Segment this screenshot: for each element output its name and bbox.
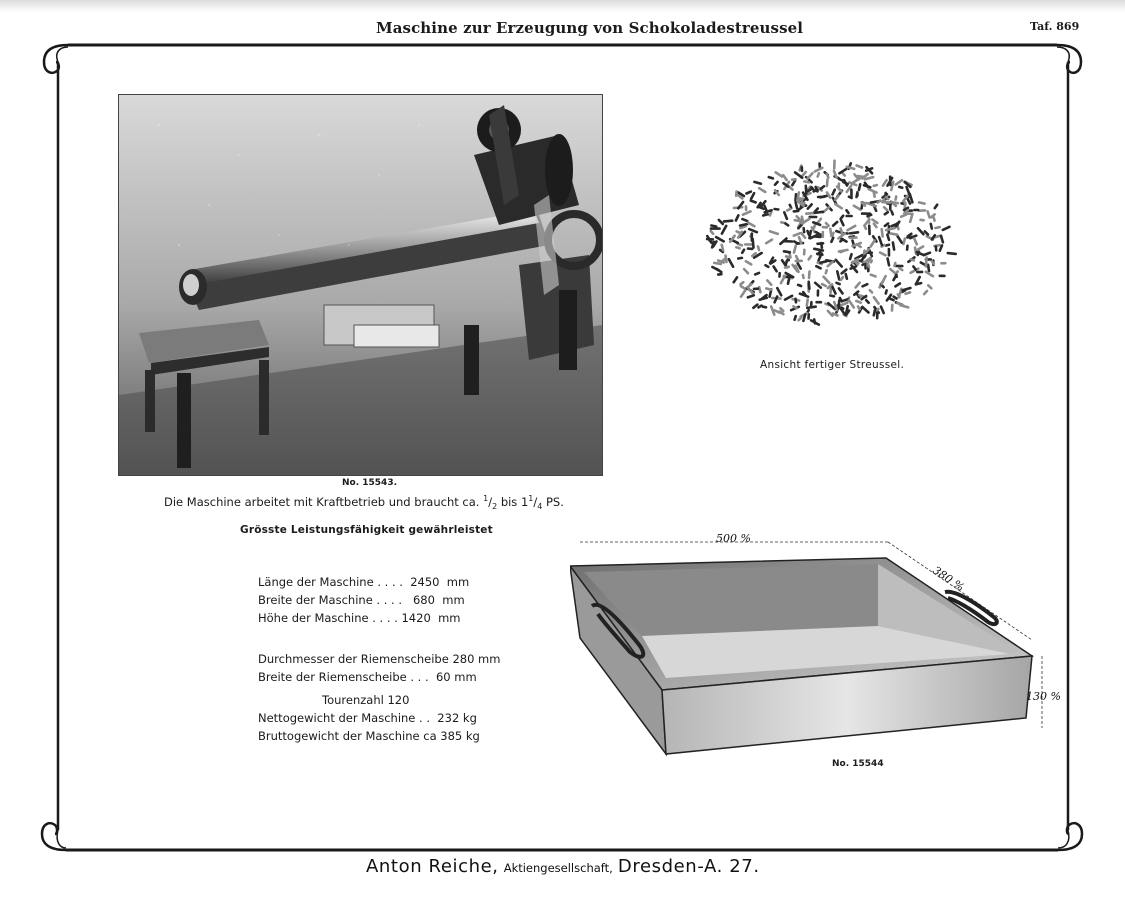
sprinkle [841, 251, 845, 252]
sprinkle [916, 247, 923, 251]
sprinkle [807, 300, 808, 306]
sprinkle [796, 256, 798, 260]
sprinkle [792, 181, 795, 185]
sprinkle [763, 307, 766, 308]
sprinkle [759, 306, 762, 308]
sprinkle [827, 174, 828, 178]
sprinkle [809, 272, 810, 278]
sprinkle [753, 305, 757, 308]
sprinkle [816, 187, 818, 191]
sprinkle [859, 184, 860, 190]
sprinkle [863, 284, 868, 286]
sprinkle [795, 316, 796, 320]
sprinkle [736, 215, 739, 220]
sprinkle [775, 209, 779, 210]
sprinkle [886, 228, 895, 230]
sprinkle [796, 203, 797, 209]
sprinkle [890, 269, 894, 272]
sprinkle [833, 314, 838, 316]
sprinkle [888, 259, 889, 266]
sprinkle [747, 192, 751, 194]
company-city: Dresden-A. 27. [617, 856, 760, 877]
sprinkle [821, 186, 824, 189]
sprinkle [832, 286, 836, 294]
sprinkle [846, 306, 848, 315]
sprinkle [890, 233, 898, 234]
tray-illustration [570, 528, 1070, 760]
sprinkle [906, 292, 910, 293]
sprinkle [837, 271, 839, 279]
sprinkle [870, 290, 872, 292]
sprinkle [770, 212, 771, 215]
spec-hoehe: Höhe der Maschine . . . . 1420 mm [258, 611, 461, 625]
sprinkle [714, 263, 721, 264]
sprinkle [788, 279, 789, 284]
sprinkle [807, 173, 812, 179]
tray-height-dimension: 130 % [1026, 690, 1061, 703]
sprinkle [722, 245, 723, 251]
sprinkle [748, 295, 754, 297]
power-text-pre: Die Maschine arbeitet mit Kraftbetrieb und braucht ca. [164, 494, 480, 509]
sprinkle [828, 262, 833, 266]
spec-tourenzahl: Tourenzahl 120 [322, 693, 410, 707]
sprinkle [807, 307, 815, 308]
spec-riemen-breite: Breite der Riemenscheibe . . . 60 mm [258, 670, 477, 684]
sprinkle [839, 169, 846, 173]
sprinkle [806, 213, 814, 214]
sprinkle [854, 206, 861, 210]
sprinkle [874, 224, 877, 227]
sprinkle [913, 267, 915, 270]
sprinkle [741, 290, 746, 297]
spec-breite: Breite der Maschine . . . . 680 mm [258, 593, 465, 607]
sprinkle [864, 261, 872, 262]
sprinkle [793, 306, 796, 308]
sprinkle [794, 246, 796, 253]
sprinkle [748, 223, 754, 227]
sprinkle [924, 253, 930, 255]
sprinkle [911, 259, 914, 260]
sprinkle [935, 227, 939, 228]
sprinkle [903, 288, 911, 290]
sprinkle [849, 182, 856, 185]
sprinkle [836, 260, 842, 267]
sprinkle [743, 211, 751, 214]
power-fraction-b-den: 4 [537, 502, 543, 512]
sprinkle [881, 307, 884, 313]
sprinkle [740, 224, 747, 226]
sprinkle [754, 182, 761, 184]
sprinkle [886, 290, 887, 293]
sprinkle [865, 177, 873, 179]
sprinkle [787, 209, 790, 211]
sprinkle [928, 285, 931, 288]
sprinkle [926, 272, 933, 276]
sprinkle [910, 214, 912, 221]
sprinkle [886, 245, 889, 246]
tray-depth-dimension: 380 % [930, 563, 967, 595]
sprinkle [899, 268, 902, 270]
sprinkle [833, 222, 837, 226]
sprinkle [775, 182, 778, 185]
performance-claim: Grösste Leistungsfähigkeit gewährleistet [240, 524, 493, 536]
sprinkle [826, 270, 827, 273]
sprinkle [841, 216, 843, 219]
sprinkle [790, 205, 791, 208]
sprinkle [822, 284, 826, 286]
sprinkle [766, 265, 769, 267]
sprinkle [895, 272, 898, 274]
sprinkle [711, 231, 713, 234]
sprinkle [893, 243, 894, 250]
sprinkle [837, 187, 842, 192]
sprinkle [891, 182, 893, 190]
sprinkle [856, 255, 863, 259]
sprinkle [815, 283, 821, 288]
sprinkle [841, 220, 844, 226]
sprinkle [786, 256, 789, 257]
sprinkle [803, 315, 805, 321]
sprinkle [932, 261, 934, 264]
sprinkle [839, 300, 840, 308]
sprinkle [712, 267, 718, 270]
sprinkle [831, 238, 833, 242]
sprinkle [894, 275, 897, 280]
sprinkle [818, 173, 819, 176]
sprinkle [722, 259, 725, 261]
sprinkle [783, 175, 787, 180]
sprinkle [850, 254, 851, 259]
power-requirement: Die Maschine arbeitet mit Kraftbetrieb und braucht ca. $^1/_2$ bis $1^1/_4$ PS. [164, 494, 564, 512]
sprinkle [871, 275, 876, 277]
sprinkle [806, 186, 807, 194]
sprinkle [818, 219, 821, 223]
sprinkle [866, 300, 869, 303]
sprinkle [830, 229, 831, 236]
sprinkle [884, 207, 887, 210]
sprinkle [841, 277, 843, 280]
sprinkle [799, 318, 802, 321]
sprinkle [808, 204, 812, 208]
sprinkle [804, 181, 809, 182]
sprinkle [868, 215, 872, 216]
sprinkle [795, 172, 802, 177]
sprinkle [741, 282, 744, 284]
sprinkle [774, 267, 777, 272]
sprinkle [800, 294, 808, 297]
sprinkle [719, 220, 723, 224]
sprinkle [776, 172, 782, 176]
sprinkle [887, 235, 889, 240]
sprinkle [729, 259, 733, 267]
sprinkle [770, 231, 778, 234]
sprinkle [767, 280, 771, 284]
sprinkle [857, 260, 858, 263]
streussel-illustration [700, 150, 962, 338]
sprinkle [824, 277, 830, 283]
sprinkle [874, 185, 877, 186]
sprinkle [882, 229, 883, 236]
sprinkle [894, 297, 897, 299]
sprinkle [858, 307, 860, 310]
sprinkle [856, 301, 861, 303]
sprinkle [862, 307, 868, 313]
sprinkle [736, 247, 739, 248]
company-name: Anton Reiche, [366, 856, 499, 877]
sprinkle [918, 228, 924, 234]
sprinkle [835, 204, 842, 208]
sprinkle [794, 242, 798, 244]
sprinkle [766, 240, 772, 244]
sprinkle [811, 320, 819, 324]
sprinkle [821, 243, 822, 248]
machine-number: No. 15543. [342, 478, 397, 488]
sprinkle [928, 211, 930, 217]
sprinkle [919, 202, 925, 203]
sprinkle [898, 303, 905, 306]
sprinkle [785, 296, 792, 300]
sprinkle [820, 261, 826, 262]
sprinkle [784, 251, 790, 252]
sprinkle [941, 236, 943, 243]
sprinkle [896, 197, 897, 200]
sprinkle [856, 283, 860, 288]
sprinkle [935, 205, 937, 208]
sprinkle [898, 294, 899, 297]
sprinkle [868, 203, 876, 206]
tray-number: No. 15544 [832, 759, 884, 769]
sprinkle [707, 236, 711, 243]
sprinkle [890, 298, 894, 300]
sprinkle [742, 250, 744, 253]
sprinkle [786, 224, 789, 226]
sprinkle [874, 297, 879, 303]
sprinkle [809, 256, 811, 259]
sprinkle [849, 300, 854, 307]
sprinkle [895, 284, 900, 287]
sprinkle [948, 253, 956, 254]
sprinkle [734, 277, 737, 282]
sprinkle [879, 237, 882, 245]
sprinkle [815, 212, 823, 213]
sprinkle [835, 196, 839, 200]
sprinkle [926, 258, 927, 267]
sprinkle [827, 179, 828, 186]
machine-photo [118, 94, 603, 476]
sprinkle [844, 180, 847, 185]
power-fraction-b-num: 1 [528, 494, 534, 503]
power-text-mid: bis 1 [500, 494, 529, 509]
sprinkle [839, 288, 843, 293]
sprinkle [833, 190, 835, 195]
sprinkle [744, 269, 748, 273]
sprinkle [839, 303, 847, 306]
footer-imprint [366, 856, 760, 877]
sprinkle [760, 298, 767, 300]
sprinkle [872, 220, 877, 223]
sprinkle [769, 177, 773, 178]
plate-number: Taf. 869 [1030, 20, 1080, 33]
sprinkle [849, 197, 852, 198]
sprinkle [897, 236, 901, 243]
tray-width-dimension: 500 % [716, 532, 751, 545]
sprinkle [781, 276, 785, 283]
sprinkle [784, 212, 787, 219]
sprinkle [798, 263, 801, 268]
sprinkle [751, 193, 754, 199]
sprinkle [883, 180, 887, 185]
sprinkle [803, 275, 804, 278]
sprinkle [755, 273, 759, 275]
sprinkle [724, 221, 732, 222]
sprinkle [777, 288, 781, 295]
sprinkle [864, 185, 870, 187]
sprinkle [843, 173, 845, 175]
sprinkle [789, 187, 792, 190]
sprinkle [758, 246, 759, 250]
spec-laenge: Länge der Maschine . . . . 2450 mm [258, 575, 470, 589]
sprinkle [874, 311, 875, 316]
power-text-post: PS. [546, 494, 564, 509]
sprinkle [742, 219, 747, 221]
sprinkle [759, 188, 765, 192]
spec-brutto: Bruttogewicht der Maschine ca 385 kg [258, 729, 480, 743]
sprinkle [878, 201, 881, 203]
sprinkle [726, 256, 727, 262]
page-title: Maschine zur Erzeugung von Schokoladestreussel [376, 19, 804, 37]
sprinkle [794, 211, 798, 212]
sprinkle [786, 260, 787, 264]
sprinkle [892, 211, 893, 214]
sprinkle [837, 283, 840, 284]
sprinkle [931, 224, 932, 229]
sprinkle [885, 224, 888, 226]
spec-netto: Nettogewicht der Maschine . . 232 kg [258, 711, 477, 725]
sprinkle [850, 232, 858, 233]
sprinkle [882, 276, 886, 284]
sprinkle [895, 263, 896, 266]
sprinkle [711, 226, 716, 227]
sprinkle [857, 176, 864, 177]
sprinkle [751, 201, 756, 203]
sprinkle [763, 214, 768, 215]
sprinkle [884, 199, 885, 202]
sprinkle [809, 282, 810, 289]
sprinkle [848, 226, 856, 230]
streussel-caption: Ansicht fertiger Streussel. [760, 359, 905, 371]
sprinkle [914, 238, 917, 244]
sprinkle [924, 291, 927, 294]
sprinkle [816, 266, 820, 268]
sprinkle [869, 189, 877, 192]
sprinkle [903, 239, 905, 244]
sprinkle [808, 231, 809, 235]
sprinkle [925, 231, 928, 234]
sprinkle [785, 267, 789, 268]
sprinkle [759, 287, 760, 292]
sprinkle [932, 235, 935, 239]
sprinkle [892, 202, 898, 203]
sprinkle [841, 229, 843, 235]
sprinkle [722, 226, 726, 234]
sprinkle [801, 233, 805, 238]
spec-durchmesser: Durchmesser der Riemenscheibe 280 mm [258, 652, 501, 666]
sprinkle [815, 168, 823, 172]
sprinkle [885, 212, 888, 214]
sprinkle [738, 258, 742, 259]
sprinkle [796, 194, 797, 200]
sprinkle [814, 224, 815, 228]
sprinkle [943, 227, 950, 230]
sprinkle [746, 261, 751, 264]
sprinkle [871, 241, 875, 247]
power-fraction-a-num: 1 [483, 494, 489, 503]
sprinkle [749, 229, 757, 232]
sprinkle [857, 166, 862, 168]
sprinkle [766, 288, 771, 289]
sprinkle [880, 253, 885, 256]
sprinkle [798, 285, 801, 286]
power-fraction-a-den: 2 [492, 502, 498, 512]
sprinkle [815, 237, 821, 238]
sprinkle [934, 217, 935, 220]
sprinkle [741, 286, 745, 289]
sprinkle [794, 233, 800, 235]
sprinkle [781, 308, 784, 311]
sprinkle [712, 242, 714, 248]
sprinkle [826, 223, 829, 226]
sprinkle [899, 187, 902, 188]
sprinkle [921, 220, 924, 221]
sprinkle [896, 180, 902, 184]
company-legal-form: Aktiengesellschaft, [503, 861, 613, 875]
sprinkle [846, 274, 847, 279]
sprinkle [847, 210, 849, 213]
sprinkle [886, 197, 888, 199]
sprinkle [830, 296, 834, 297]
